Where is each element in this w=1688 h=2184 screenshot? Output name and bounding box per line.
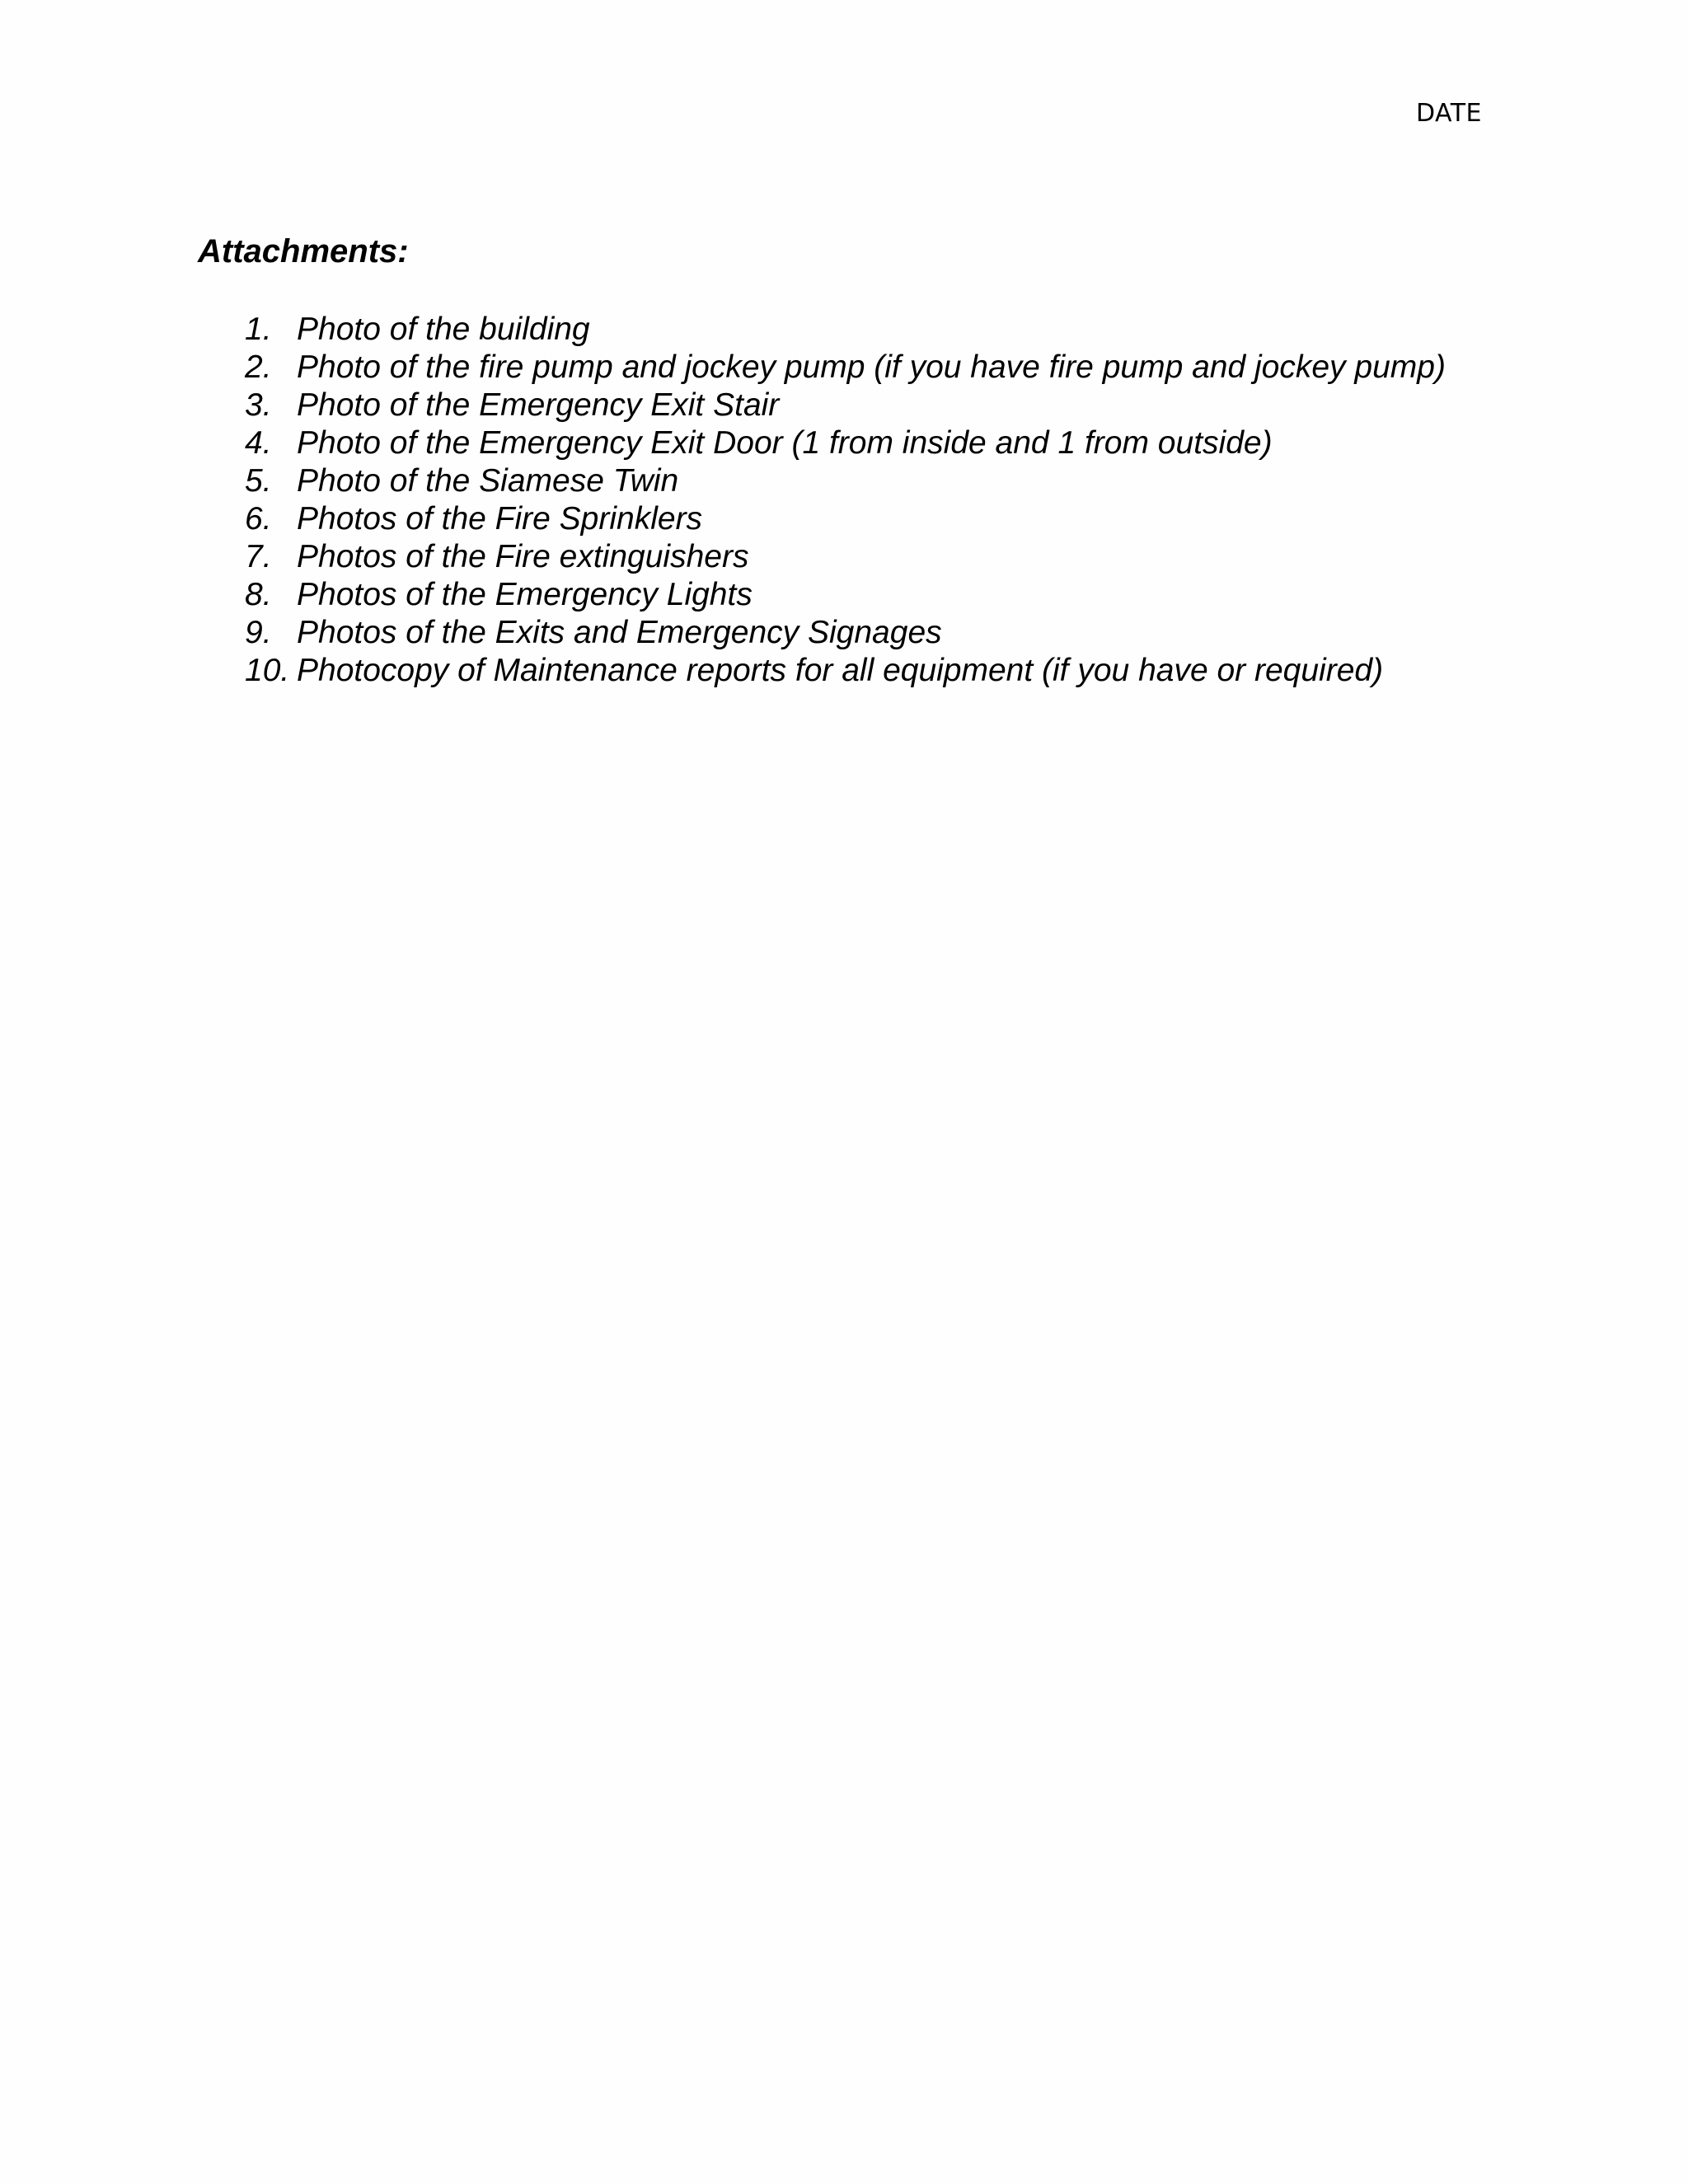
list-item-number: 3. — [245, 387, 272, 423]
list-item — [245, 614, 1446, 652]
list-item-number: 1. — [245, 312, 272, 347]
list-item — [245, 349, 1446, 387]
list-item-number: 9. — [245, 615, 272, 650]
list-item-number: 6. — [245, 501, 272, 537]
list-item-number: 8. — [245, 577, 272, 612]
list-item — [245, 462, 1446, 500]
list-item-text: Photo of the Emergency Exit Stair — [297, 387, 780, 423]
list-item-text: Photos of the Emergency Lights — [297, 577, 753, 612]
list-item — [245, 576, 1446, 614]
list-item-number: 4. — [245, 425, 272, 461]
header-date-label: DATE — [1415, 99, 1482, 128]
attachments-list — [245, 311, 1446, 690]
list-item — [245, 500, 1446, 538]
list-item — [245, 311, 1446, 349]
list-item-number: 7. — [245, 539, 272, 574]
list-item-text: Photos of the Fire Sprinklers — [297, 501, 703, 537]
list-item — [245, 424, 1446, 462]
list-item-text: Photo of the building — [297, 312, 590, 347]
attachments-heading: Attachments: — [198, 233, 409, 269]
list-item-text: Photo of the Emergency Exit Door (1 from inside and 1 from outside) — [297, 425, 1273, 461]
list-item-text: Photos of the Exits and Emergency Signages — [297, 615, 942, 650]
list-item — [245, 387, 1446, 424]
list-item — [245, 652, 1446, 690]
list-item-text: Photocopy of Maintenance reports for all equipment (if you have or required) — [297, 653, 1384, 688]
list-item-text: Photo of the Siamese Twin — [297, 463, 679, 499]
list-item — [245, 538, 1446, 576]
list-item-text: Photos of the Fire extinguishers — [297, 539, 749, 574]
list-item-number: 10. — [245, 653, 290, 688]
list-item-number: 2. — [245, 349, 272, 385]
list-item-text: Photo of the fire pump and jockey pump (if you have fire pump and jockey pump) — [297, 349, 1446, 385]
list-item-number: 5. — [245, 463, 272, 499]
